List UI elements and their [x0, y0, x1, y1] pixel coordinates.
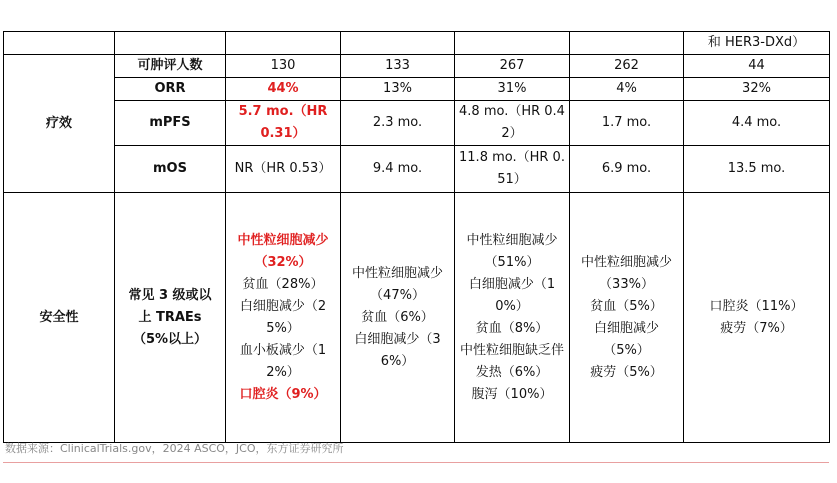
trae-item: 白细胞减少（10%）: [468, 276, 556, 314]
trae-item: 口腔炎（9%）: [239, 386, 327, 402]
row-label: ORR: [115, 78, 226, 101]
table-cell-highlight: 44%: [226, 78, 341, 101]
evaluable-row: [4, 55, 830, 78]
trae-cell: [570, 193, 684, 443]
table-cell: 4.8 mo.（HR 0.42）: [455, 101, 570, 146]
table-cell: 6.9 mo.: [570, 146, 684, 193]
row-label: mPFS: [115, 101, 226, 146]
trae-item: 白细胞减少（25%）: [239, 298, 327, 336]
table-cell: 262: [570, 55, 684, 78]
trae-cell: [684, 193, 830, 443]
table-cell: 267: [455, 55, 570, 78]
table-cell: 133: [341, 55, 455, 78]
trae-cell: [455, 193, 570, 443]
header-cell: [341, 32, 455, 55]
header-cell: [455, 32, 570, 55]
trae-item: 贫血（8%）: [475, 320, 549, 336]
source-note: 数据来源：ClinicalTrials.gov，2024 ASCO，JCO，东方证券研究所: [5, 442, 344, 455]
header-cell: 和 HER3-DXd）: [684, 32, 830, 55]
trae-item: 中性粒细胞减少（32%）: [237, 232, 329, 270]
table-cell: NR（HR 0.53）: [226, 146, 341, 193]
trae-item: 口腔炎（11%）: [709, 298, 804, 314]
table-cell: 31%: [455, 78, 570, 101]
comparison-table: [3, 31, 830, 443]
table-cell: 44: [684, 55, 830, 78]
trae-item: 腹泻（10%）: [471, 386, 553, 402]
label-line: 常见 3 级或以: [128, 287, 212, 303]
trae-item: 贫血（5%）: [590, 298, 663, 314]
mpfs-row: [4, 101, 830, 146]
table-cell: 9.4 mo.: [341, 146, 455, 193]
table-cell: 11.8 mo.（HR 0.51）: [455, 146, 570, 193]
table-cell-highlight: 5.7 mo.（HR 0.31）: [226, 101, 341, 146]
safety-row-label: [115, 193, 226, 443]
trae-item: 白细胞减少（5%）: [593, 320, 659, 358]
trae-cell: [341, 193, 455, 443]
trae-item: 疲劳（5%）: [590, 364, 663, 380]
header-cell: [226, 32, 341, 55]
table-cell: 130: [226, 55, 341, 78]
header-cell: [4, 32, 115, 55]
header-row: [4, 32, 830, 55]
trae-item: 中性粒细胞缺乏伴发热（6%）: [459, 342, 564, 380]
orr-row: [4, 78, 830, 101]
trae-item: 中性粒细胞减少（33%）: [580, 254, 672, 292]
header-cell: [115, 32, 226, 55]
footer-divider: [3, 462, 829, 463]
safety-row: [4, 193, 830, 443]
table-cell: 13.5 mo.: [684, 146, 830, 193]
header-cell: [570, 32, 684, 55]
row-label: mOS: [115, 146, 226, 193]
table-cell: 2.3 mo.: [341, 101, 455, 146]
label-line: 上 TRAEs: [138, 309, 202, 325]
trae-item: 贫血（28%）: [242, 276, 324, 292]
trae-cell: [226, 193, 341, 443]
mos-row: [4, 146, 830, 193]
table-cell: 32%: [684, 78, 830, 101]
table-cell: 4.4 mo.: [684, 101, 830, 146]
trae-item: 中性粒细胞减少（47%）: [351, 265, 443, 303]
label-line: （5%以上）: [132, 331, 208, 347]
efficacy-group-label: 疗效: [4, 55, 115, 193]
trae-item: 中性粒细胞减少（51%）: [466, 232, 558, 270]
table-cell: 4%: [570, 78, 684, 101]
trae-item: 白细胞减少（36%）: [354, 331, 441, 369]
table-cell: 13%: [341, 78, 455, 101]
trae-item: 血小板减少（12%）: [239, 342, 327, 380]
safety-group-label: 安全性: [4, 193, 115, 443]
trae-item: 贫血（6%）: [361, 309, 434, 325]
table-cell: 1.7 mo.: [570, 101, 684, 146]
trae-item: 疲劳（7%）: [720, 320, 793, 336]
row-label: 可肿评人数: [115, 55, 226, 78]
